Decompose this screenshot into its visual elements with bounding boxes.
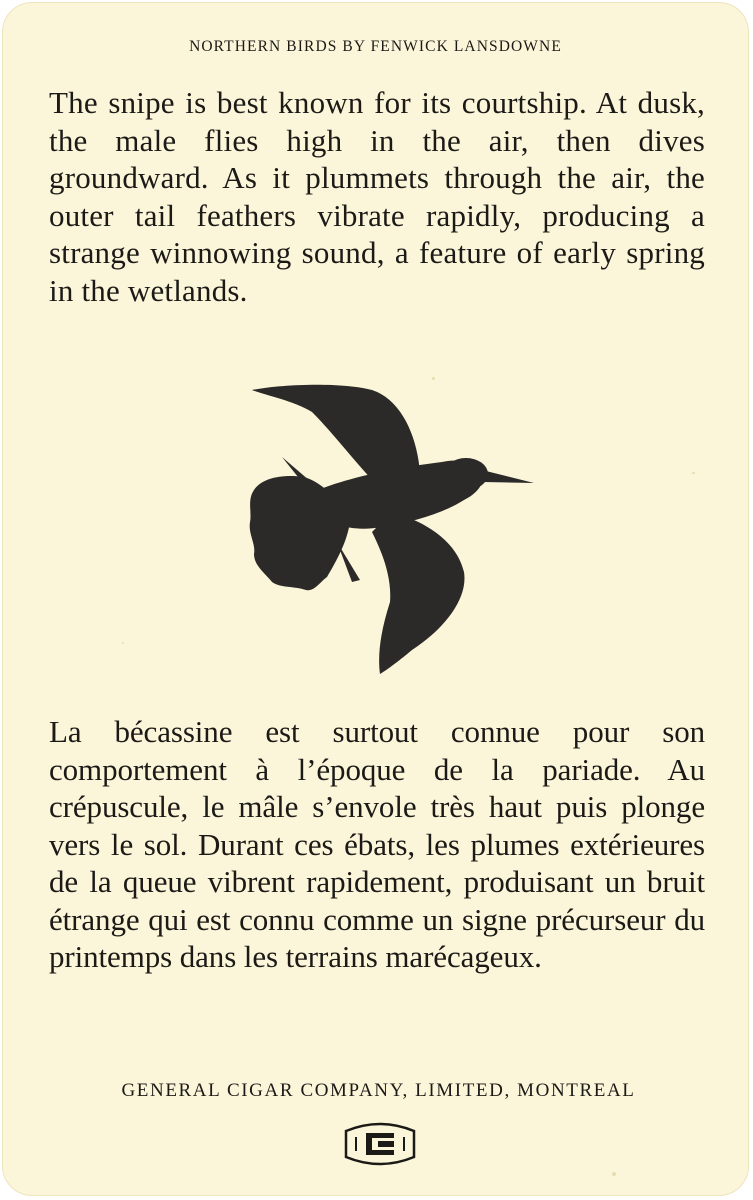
paper-speck [612,1172,616,1176]
paper-speck [692,472,695,474]
series-title: NORTHERN BIRDS BY FENWICK LANSDOWNE [189,38,562,55]
publisher-line: GENERAL CIGAR COMPANY, LIMITED, MONTREAL [121,1080,636,1101]
snipe-silhouette-icon [242,382,542,682]
general-cigar-logo-icon [342,1119,418,1169]
paper-speck [432,377,435,380]
trading-card [2,2,749,1196]
paper-speck [122,642,124,644]
english-description: The snipe is best known for its courtship. At dusk, the male flies high in the air, then dives groundward. As it plummets through the air, the outer tail feathers vibrate rapidly, producing a strange winnowing sound, a feature of early spring in the wetlands. [49,85,705,308]
french-description: La bécassine est surtout connue pour son comportement à l’époque de la pariade. Au crépuscule, le mâle s’envole très haut puis plonge vers le sol. Durant ces ébats, les plumes extérieures de la queue vibrent rapidement, produisant un bruit étrange qui est connu comme un signe précurseur du printemps dans les terrains marécageux. [49,714,705,974]
